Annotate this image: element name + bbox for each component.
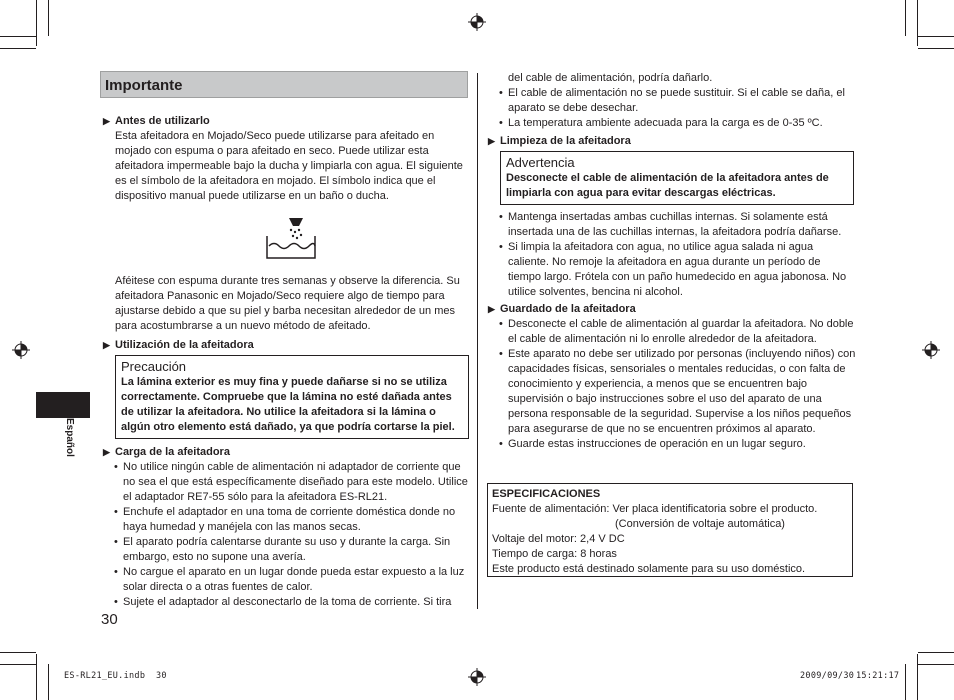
crop-mark (0, 664, 36, 665)
slug-date: 2009/09/30 (800, 671, 855, 681)
specs-line: Tiempo de carga: 8 horas (492, 548, 617, 560)
list-item: • La temperatura ambiente adecuada para la carga es de 0-35 ºC. (500, 116, 856, 131)
registration-mark-icon (12, 341, 30, 359)
page-title: Importante (105, 77, 183, 94)
subheading-utilizacion: ▶ Utilización de la afeitadora (101, 338, 469, 353)
crop-mark (0, 48, 36, 49)
crop-mark (0, 652, 36, 653)
crop-mark (0, 36, 36, 37)
crop-mark (917, 0, 918, 46)
list-item: • Guarde estas instrucciones de operación en un lugar seguro. (500, 437, 856, 452)
list-item: • Este aparato no debe ser utilizado por personas (incluyendo niños) con capacidades físicas, sensoriales o mentales reducidas, o con falta de conocimiento y experiencia, a menos que se encuentren bajo supervisión o bajo instrucciones sobre el uso del aparato de una persona responsable de la seguridad. Supervise a los niños pequeños para asegurarse de que no se encuentren próximos al aparato. (500, 347, 856, 437)
registration-mark-icon (468, 13, 486, 31)
page-number: 30 (101, 611, 118, 628)
slug-filename: ES-RL21_EU.indb (64, 671, 146, 681)
column-divider (477, 73, 478, 609)
crop-mark (36, 654, 37, 700)
warning-text: Desconecte el cable de alimentación de la afeitadora antes de limpiarla con agua para evitar descargas eléctricas. (506, 172, 829, 199)
crop-mark (905, 0, 906, 36)
caution-box (115, 355, 469, 439)
subheading-guardado: ▶ Guardado de la afeitadora (486, 302, 856, 317)
list-item: • Mantenga insertadas ambas cuchillas internas. Si solamente está insertada una de las cuchillas internas, la afeitadora podría dañarse. (500, 210, 856, 240)
slug-page: 30 (156, 671, 167, 681)
section-heading (100, 71, 468, 98)
warning-box (500, 151, 854, 205)
list-item: • Desconecte el cable de alimentación al guardar la afeitadora. No doble el cable de alimentación ni lo enrolle alrededor de la afeitadora. (500, 317, 856, 347)
list-item: • Sujete el adaptador al desconectarlo de la toma de corriente. Si tira (115, 595, 469, 610)
charging-list (101, 460, 469, 610)
crop-mark (905, 664, 906, 700)
storage-list (486, 317, 856, 452)
specs-line: Este producto está destinado solamente para su uso doméstico. (492, 563, 806, 575)
crop-mark (48, 664, 49, 700)
registration-mark-icon (922, 341, 940, 359)
crop-mark (918, 652, 954, 653)
list-item: • El cable de alimentación no se puede sustituir. Si el cable se daña, el aparato se debe desechar. (500, 86, 856, 116)
specs-line: Fuente de alimentación: Ver placa identificatoria sobre el producto. (492, 503, 818, 515)
list-item: • Enchufe el adaptador en una toma de corriente doméstica donde no haya humedad y manéjela con las manos secas. (115, 505, 469, 535)
cleaning-list (486, 210, 856, 300)
list-item: • Si limpia la afeitadora con agua, no utilice agua salada ni agua caliente. No remoje la afeitadora en agua durante un período de tiempo largo. Frótela con un paño humedecido en agua jabonosa. No utilice solventes, bencina ni alcohol. (500, 240, 856, 300)
language-tab-label: Español (64, 418, 75, 457)
continued-text: del cable de alimentación, podría dañarlo. (508, 72, 713, 84)
specs-line: (Conversión de voltaje automática) (615, 518, 785, 530)
list-item: • No utilice ningún cable de alimentación ni adaptador de corriente que no sea el que está específicamente diseñado para este modelo. Utilice el adaptador RE7-55 sólo para la afeitadora ES-RL21. (115, 460, 469, 505)
crop-mark (918, 36, 954, 37)
subheading-limpieza: ▶ Limpieza de la afeitadora (486, 134, 856, 149)
caution-text: La lámina exterior es muy fina y puede dañarse si no se utiliza correctamente. Compruebe que la lámina no esté dañada antes de utilizar la afeitadora. No utilice la afeitadora si la lámina o algún otro elemento está dañado, ya que podría cortarse la piel. (121, 376, 455, 433)
left-column (101, 108, 469, 610)
subheading-carga: ▶ Carga de la afeitadora (101, 445, 469, 460)
registration-mark-icon (468, 668, 486, 686)
paragraph: Aféitese con espuma durante tres semanas y observe la diferencia. Su afeitadora Panasonic en Mojado/Seco requiere algo de tiempo para ajustarse debido a que su piel y barba necesitan alrededor de un mes para acostumbrarse a un nuevo método de afeitado. (115, 275, 460, 332)
crop-mark (917, 654, 918, 700)
language-tab (36, 392, 90, 418)
warning-title: Advertencia (506, 155, 575, 170)
specifications-box (487, 483, 853, 577)
wet-shaver-symbol (101, 204, 469, 266)
caution-title: Precaución (121, 359, 187, 374)
list-item: • No cargue el aparato en un lugar donde pueda estar expuesto a la luz solar directa o a otras fuentes de calor. (115, 565, 469, 595)
shower-bath-icon (263, 216, 319, 260)
slug-time: 15:21:17 (856, 671, 900, 681)
paragraph: Esta afeitadora en Mojado/Seco puede utilizarse para afeitado en mojado con espuma o para afeitado en seco. Puede utilizar esta afeitadora impermeable bajo la ducha y limpiarla con agua. El siguiente es el símbolo de la afeitadora en mojado. El símbolo indica que el dispositivo manual puede utilizarse en un baño o ducha. (115, 130, 463, 202)
crop-mark (36, 0, 37, 46)
crop-mark (918, 48, 954, 49)
specs-line: Voltaje del motor: 2,4 V DC (492, 533, 625, 545)
crop-mark (918, 664, 954, 665)
list-item: • El aparato podría calentarse durante su uso y durante la carga. Sin embargo, esto no supone una avería. (115, 535, 469, 565)
specs-title: ESPECIFICACIONES (492, 488, 601, 500)
right-column (486, 71, 856, 452)
crop-mark (48, 0, 49, 36)
continued-list (486, 86, 856, 131)
subheading-antes: ▶ Antes de utilizarlo (101, 114, 469, 129)
